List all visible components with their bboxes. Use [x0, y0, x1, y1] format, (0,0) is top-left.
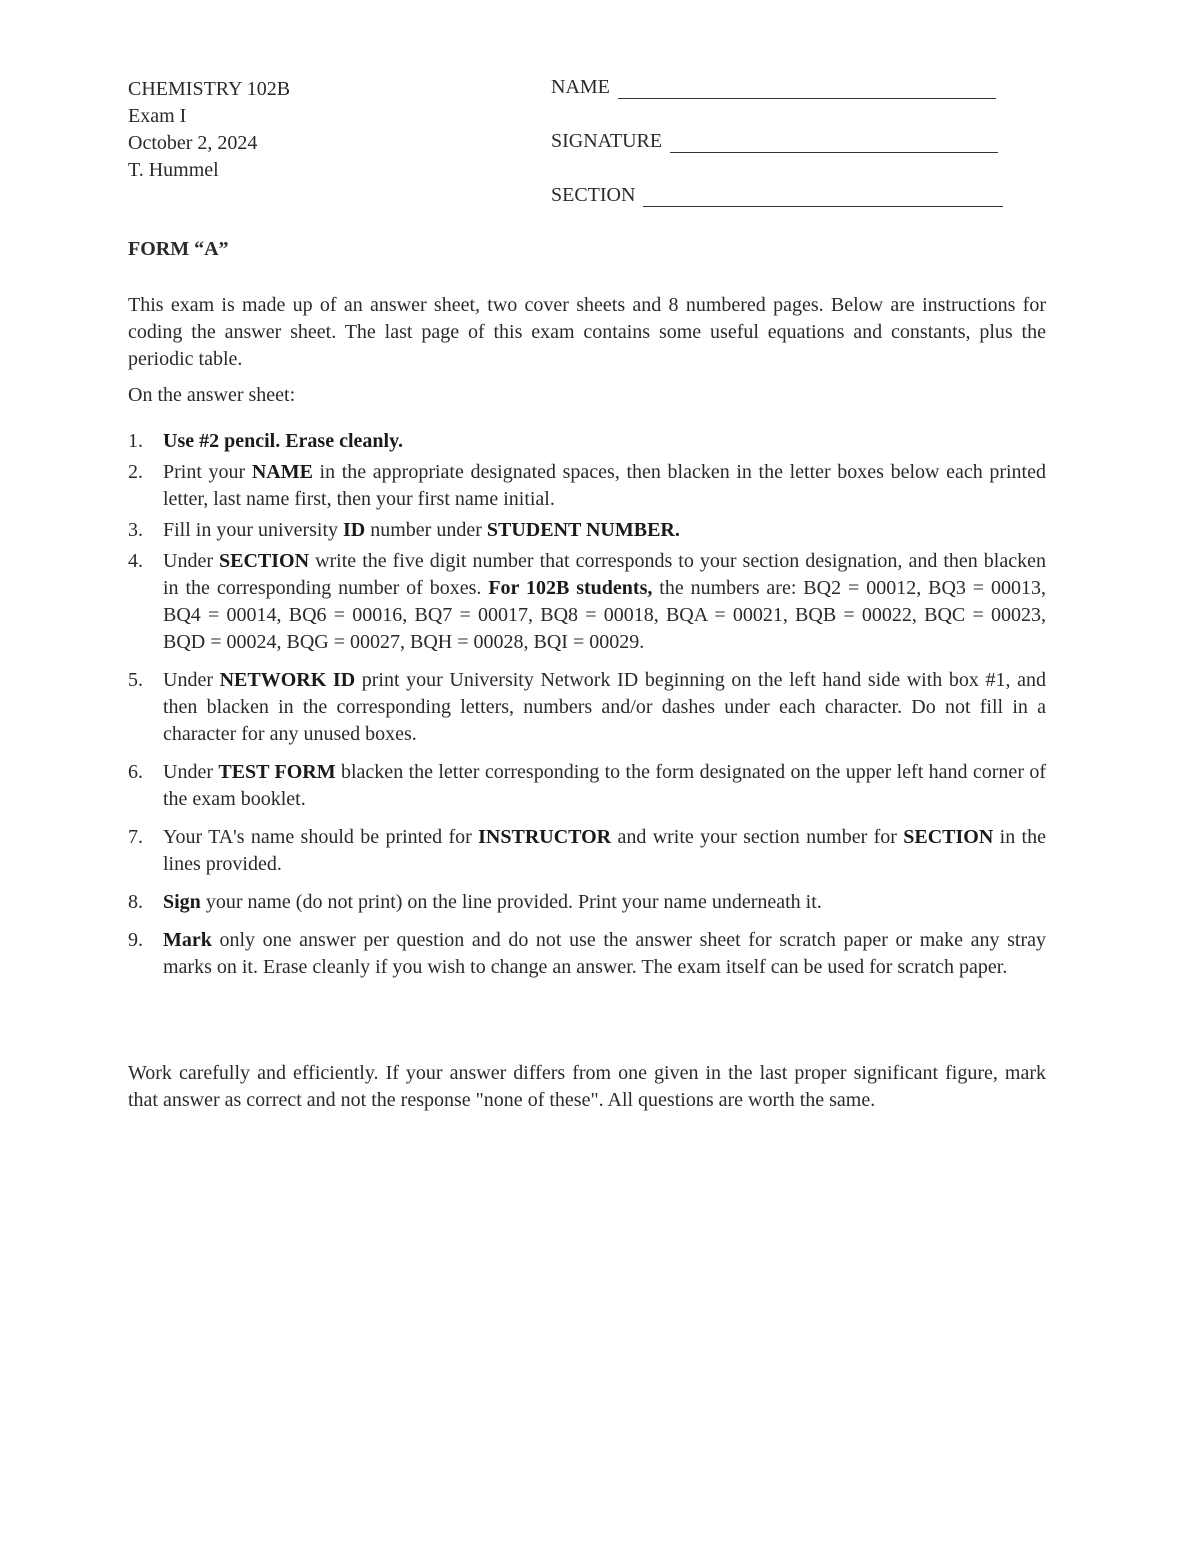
instruction-item	[128, 927, 1046, 981]
section-line[interactable]	[643, 186, 1003, 207]
instruction-fragment: Your TA's name should be printed for	[163, 826, 479, 848]
signature-line[interactable]	[670, 132, 998, 153]
instruction-fragment: in the appropriate designated spaces, then blacken in the letter boxes below each printed letter, last name first, then your first name initial.	[163, 461, 1046, 510]
course-header	[128, 76, 290, 184]
instruction-text	[163, 667, 1046, 748]
instruction-number: 6.	[128, 761, 143, 783]
instruction-emphasis: Use #2 pencil. Erase cleanly.	[163, 430, 403, 452]
instruction-item	[128, 428, 1046, 455]
instruction-item	[128, 759, 1046, 813]
instruction-text	[163, 759, 1046, 813]
exam-title: Exam I	[128, 105, 187, 127]
signature-label: SIGNATURE	[551, 130, 663, 152]
closing-paragraph: Work carefully and efficiently. If your answer differs from one given in the last proper significant figure, mark that answer as correct and not the response "none of these". All questions are worth the same.	[128, 1062, 1046, 1111]
instruction-text	[163, 927, 1046, 981]
name-line[interactable]	[618, 78, 996, 99]
course-title: CHEMISTRY 102B	[128, 78, 291, 100]
name-label: NAME	[551, 76, 610, 98]
instruction-item	[128, 517, 1046, 544]
instruction-fragment: print your University Network ID beginning on the left hand side with box #1, and then blacken in the corresponding letters, numbers and/or dashes under each character. Do not fill in a character for any unused boxes.	[163, 669, 1046, 745]
instruction-fragment: the numbers are: BQ2 = 00012, BQ3 = 00013, BQ4 = 00014, BQ6 = 00016, BQ7 = 00017, BQ8 = 00018, BQA = 00021, BQB = 00022, BQC = 00023, BQD = 00024, BQG = 00027, BQH = 00028, BQI = 00029.	[163, 577, 1046, 653]
answer-sheet-heading: On the answer sheet:	[128, 384, 296, 406]
instruction-item	[128, 667, 1046, 748]
instruction-emphasis: SECTION	[219, 550, 310, 572]
instruction-text	[163, 548, 1046, 656]
intro-paragraph: This exam is made up of an answer sheet, two cover sheets and 8 numbered pages. Below are instructions for coding the answer sheet. The last page of this exam contains some useful equations and constants, plus the periodic table.	[128, 294, 1046, 370]
instruction-number: 5.	[128, 669, 143, 691]
form-label: FORM “A”	[128, 238, 229, 260]
instruction-fragment: number under	[365, 519, 487, 541]
instruction-emphasis: INSTRUCTOR	[478, 826, 612, 848]
instruction-number: 8.	[128, 891, 143, 913]
instruction-fragment: in the lines provided.	[163, 826, 1046, 875]
instruction-number: 4.	[128, 550, 143, 572]
instruction-emphasis: STUDENT NUMBER.	[486, 519, 680, 541]
instruction-fragment: Under	[163, 669, 220, 691]
instructor-name: T. Hummel	[128, 159, 219, 181]
instruction-fragment: write the five digit number that corresponds to your section designation, and then blacken in the corresponding number of boxes.	[163, 550, 1046, 599]
instruction-number: 3.	[128, 519, 143, 541]
signature-field	[551, 130, 998, 153]
exam-date: October 2, 2024	[128, 132, 258, 154]
name-field	[551, 76, 996, 99]
instruction-item	[128, 548, 1046, 656]
instruction-emphasis: For 102B students,	[488, 577, 653, 599]
instruction-emphasis: NAME	[251, 461, 313, 483]
instruction-emphasis: ID	[343, 519, 366, 541]
instruction-text	[163, 428, 1046, 455]
instruction-number: 1.	[128, 430, 143, 452]
section-field	[551, 184, 1003, 207]
instruction-fragment: Fill in your university	[163, 519, 343, 541]
instruction-number: 7.	[128, 826, 143, 848]
instruction-list	[128, 428, 1046, 992]
instruction-fragment: your name (do not print) on the line provided. Print your name underneath it.	[200, 891, 822, 913]
instruction-emphasis: Mark	[163, 929, 212, 951]
instruction-fragment: Under	[163, 761, 219, 783]
instruction-text	[163, 889, 1046, 916]
section-label: SECTION	[551, 184, 636, 206]
instruction-text	[163, 824, 1046, 878]
instruction-number: 9.	[128, 929, 143, 951]
instruction-fragment: only one answer per question and do not use the answer sheet for scratch paper or make any stray marks on it. Erase cleanly if you wish to change an answer. The exam itself can be used for scratch paper.	[163, 929, 1046, 978]
instruction-text	[163, 517, 1046, 544]
instruction-fragment: and write your section number for	[611, 826, 904, 848]
instruction-item	[128, 459, 1046, 513]
instruction-item	[128, 889, 1046, 916]
instruction-emphasis: SECTION	[903, 826, 994, 848]
instruction-fragment: Under	[163, 550, 220, 572]
instruction-fragment: blacken the letter corresponding to the form designated on the upper left hand corner of the exam booklet.	[163, 761, 1047, 810]
instruction-emphasis: NETWORK ID	[219, 669, 356, 691]
instruction-fragment: Print your	[163, 461, 252, 483]
instruction-emphasis: TEST FORM	[218, 761, 336, 783]
instruction-item	[128, 824, 1046, 878]
instruction-number: 2.	[128, 461, 143, 483]
instruction-text	[163, 459, 1046, 513]
instruction-emphasis: Sign	[163, 891, 201, 913]
